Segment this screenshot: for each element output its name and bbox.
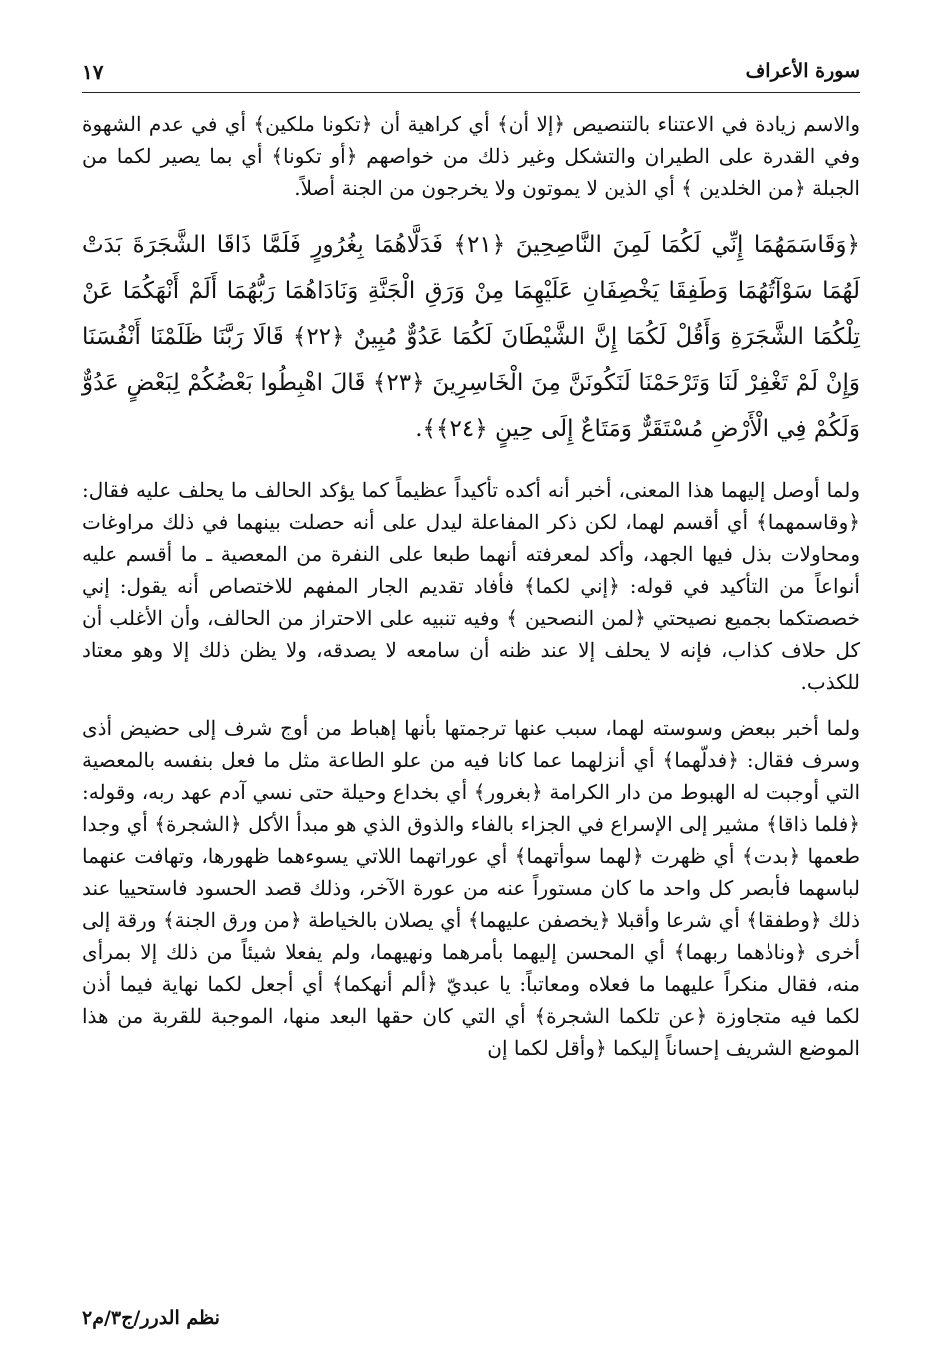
- paragraph-intro: والاسم زيادة في الاعتناء بالتنصيص ﴿إلا أن﴾ أي كراهية أن ﴿تكونا ملكين﴾ أي في عدم الشهوة وفي القدرة على الطيران والتشكل وغير ذلك من خواصهم ﴿أو تكونا﴾ أي بما يصير لكما من الجبلة ﴿من الخلدين ﴾ أي الذين لا يموتون ولا يخرجون من الجنة أصلاً.: [82, 112, 860, 200]
- page-body: [82, 108, 860, 1078]
- paragraph-commentary-2: ولما أخبر ببعض وسوسته لهما، سبب عنها ترجمتها بأنها إهباط من أوج شرف إلى حضيض أذى وسرف فقال: ﴿فدلّهما﴾ أي أنزلهما عما كانا فيه من علو الطاعة مثل ما فعل بنفسه بالمعصية التي أوجبت له الهبوط من دار الكرامة ﴿بغرور﴾ أي بخداع وحيلة حتى نسي آدم عهد ربه، وقوله: ﴿فلما ذاقا﴾ مشير إلى الإسراع في الجزاء بالفاء والذوق الذي هو مبدأ الأكل ﴿الشجرة﴾ أي وجدا طعمها ﴿بدت﴾ أي ظهرت ﴿لهما سوأتهما﴾ أي عوراتهما اللاتي يسوءهما ظهورها، وتهافت عنهما لباسهما فأبصر كل واحد ما كان مستوراً عنه من عورة الآخر، وذلك قصد الحسود فاستحييا عند ذلك ﴿وطفقا﴾ أي شرعا وأقبلا ﴿يخصفن عليهما﴾ أي يصلان بالخياطة ﴿من ورق الجنة﴾ ورقة إلى أخرى ﴿ونادٰهما ربهما﴾ أي المحسن إليهما بأمرهما ونهيهما، ولم يفعلا شيئاً من ذلك إلا بمرأى منه، فقال منكراً عليهما ما فعلاه ومعاتباً: يا عبديّ ﴿ألم أنهكما﴾ أي أجعل لكما نهاية فيما أذن لكما فيه متجاوزة ﴿عن تلكما الشجرة﴾ أي التي كان حقها البعد منها، الموجبة للقربة من هذا الموضع الشريف إحساناً إليكما ﴿وأقل لكما إن: [82, 716, 861, 1060]
- page-footer: نظم الدرر/ج٣/م٢: [82, 1307, 220, 1329]
- surah-title: سورة الأعراف: [745, 60, 860, 82]
- page-header: [82, 52, 860, 93]
- quran-verses: ﴿وَقَاسَمَهُمَا إِنِّي لَكُمَا لَمِنَ النَّاصِحِينَ ﴿٢١﴾ فَدَلَّاهُمَا بِغُرُورٍ فَلَمَّا ذَاقَا الشَّجَرَةَ بَدَتْ لَهُمَا سَوْآتُهُمَا وَطَفِقَا يَخْصِفَانِ عَلَيْهِمَا مِنْ وَرَقِ الْجَنَّةِ وَنَادَاهُمَا رَبُّهُمَا أَلَمْ أَنْهَكُمَا عَنْ تِلْكُمَا الشَّجَرَةِ وَأَقُلْ لَكُمَا إِنَّ الشَّيْطَانَ لَكُمَا عَدُوٌّ مُبِينٌ ﴿٢٢﴾ قَالَا رَبَّنَا ظَلَمْنَا أَنْفُسَنَا وَإِنْ لَمْ تَغْفِرْ لَنَا وَتَرْحَمْنَا لَنَكُونَنَّ مِنَ الْخَاسِرِينَ ﴿٢٣﴾ قَالَ اهْبِطُوا بَعْضُكُمْ لِبَعْضٍ عَدُوٌّ وَلَكُمْ فِي الْأَرْضِ مُسْتَقَرٌّ وَمَتَاعٌ إِلَى حِينٍ ﴿٢٤﴾﴾.: [82, 232, 860, 442]
- page-number: ١٧: [82, 60, 104, 84]
- paragraph-commentary-1: ولما أوصل إليهما هذا المعنى، أخبر أنه أكده تأكيداً عظيماً كما يؤكد الحالف ما يحلف عليه فقال: ﴿وقاسمهما﴾ أي أقسم لهما، لكن ذكر المفاعلة ليدل على أنه حصلت بينهما في ذلك مراوغات ومحاولات بذل فيها الجهد، وأكد لمعرفته أنهما طبعا على النفرة من المعصية ـ ما أقسم عليه أنواعاً من التأكيد في قوله: ﴿إني لكما﴾ فأفاد تقديم الجار المفهم للاختصاص أنه يقول: إني خصصتكما بجميع نصيحتي ﴿لمن النصحين ﴾ وفيه تنبيه على الاحتراز من الحالف، وأن الأغلب أن كل حلاف كذاب، فإنه لا يحلف إلا عند ظنه أن سامعه لا يصدقه، ولا يظن ذلك إلا وهو معتاد للكذب.: [82, 478, 860, 694]
